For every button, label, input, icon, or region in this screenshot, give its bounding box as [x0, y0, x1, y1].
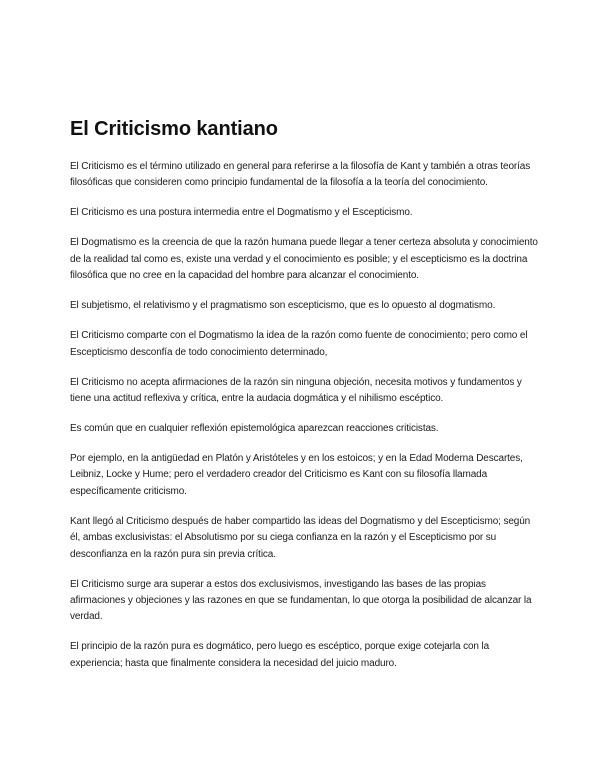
paragraph-11: El principio de la razón pura es dogmático, pero luego es escéptico, porque exige cotejarla con la experiencia; hasta que finalmente considera la necesidad del juicio maduro. — [70, 641, 490, 669]
paragraph-6: El Criticismo no acepta afirmaciones de la razón sin ninguna objeción, necesita motivos y fundamentos y tiene una actitud reflexiva y crítica, entre la audacia dogmática y el nihilismo escéptico. — [70, 376, 522, 405]
paragraph-8: Por ejemplo, en la antigüedad en Platón y Aristóteles y en los estoicos; y en la Edad Moderna Descartes, Leibniz, Locke y Hume; pero el verdadero creador del Criticismo es Kant con su filosofía llamada específicamente criticismo. — [70, 453, 523, 497]
paragraph-10: El Criticismo surge ara superar a estos dos exclusivismos, investigando las bases de las propias afirmaciones y objeciones y las razones en que se fundamentan, lo que otorga la posibilidad de alcanzar la verdad. — [70, 578, 532, 623]
paragraph-7: Es común que en cualquier reflexión epistemológica aparezcan reacciones criticistas. — [70, 423, 439, 435]
paragraph-9: Kant llegó al Criticismo después de haber compartido las ideas del Dogmatismo y del Escepticismo; según él, ambas exclusivistas: el Absolutismo por su ciega confianza en la razón y el Escepticismo por su desconfianza en la razón pura sin previa crítica. — [70, 515, 531, 560]
paragraph-3: El Dogmatismo es la creencia de que la razón humana puede llegar a tener certeza absoluta y conocimiento de la realidad tal como es, existe una verdad y el conocimiento es posible; y el escepticismo es la doctrina filosófica que no cree en la capacidad del hombre para alcanzar el conocimiento. — [70, 237, 538, 282]
paragraph-2: El Criticismo es una postura intermedia entre el Dogmatismo y el Escepticismo. — [70, 207, 413, 219]
document-page — [70, 116, 540, 686]
paragraph-5: El Criticismo comparte con el Dogmatismo la idea de la razón como fuente de conocimiento; pero como el Escepticismo desconfía de todo conocimiento determinado, — [70, 330, 528, 358]
document-title: El Criticismo kantiano — [70, 118, 278, 140]
paragraph-4: El subjetismo, el relativismo y el pragmatismo son escepticismo, que es lo opuesto al dogmatismo. — [70, 300, 496, 312]
paragraph-1: El Criticismo es el término utilizado en general para referirse a la filosofía de Kant y también a otras teorías filosóficas que consideren como principio fundamental de la filosofía a la teoría del conocimiento. — [70, 161, 531, 189]
